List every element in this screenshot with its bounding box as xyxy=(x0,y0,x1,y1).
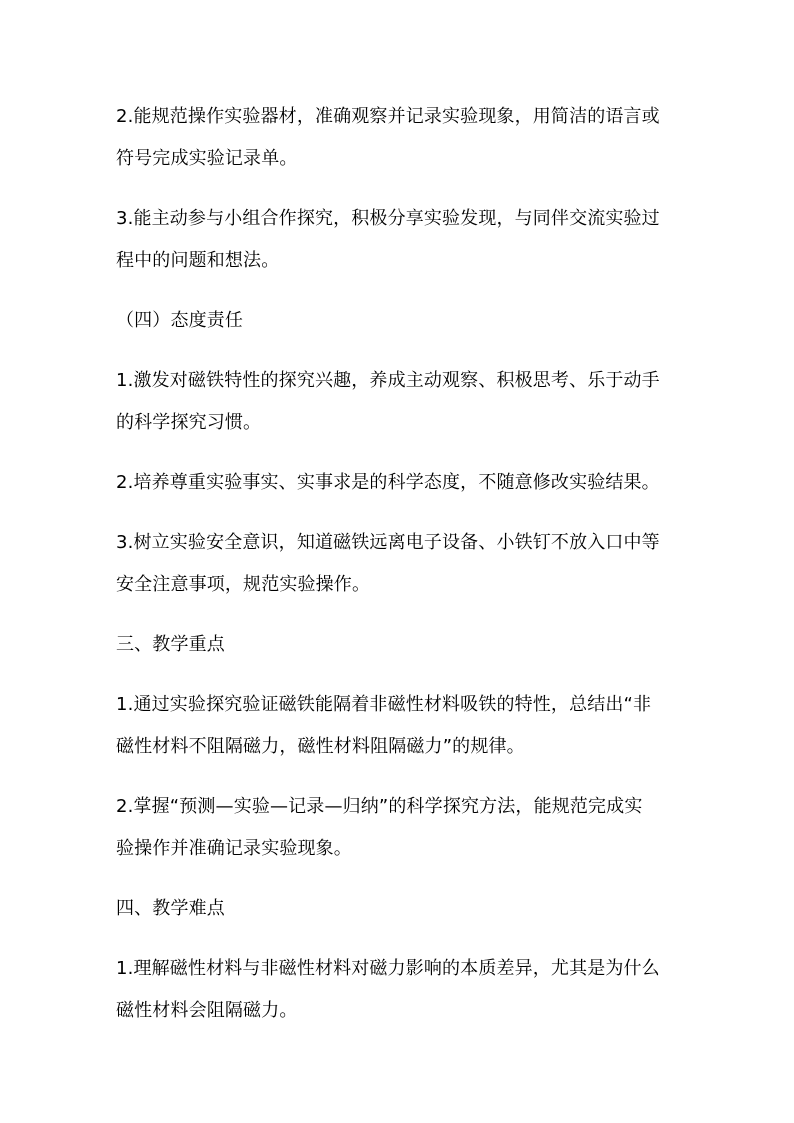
text-line: 2.能规范操作实验器材，准确观察并记录实验现象，用简洁的语言或 xyxy=(116,106,660,127)
text-line: 1.通过实验探究验证磁铁能隔着非磁性材料吸铁的特性，总结出“非 xyxy=(116,694,652,715)
text-line: 1.理解磁性材料与非磁性材料对磁力影响的本质差异，尤其是为什么 xyxy=(116,958,660,979)
text-line: 四、教学难点 xyxy=(116,898,225,919)
section-heading-attitude xyxy=(116,300,686,342)
text-line: 1.激发对磁铁特性的探究兴趣，养成主动观察、积极思考、乐于动手 xyxy=(116,370,660,391)
paragraph-key-point-2 xyxy=(116,786,686,870)
paragraph-difficulty-1 xyxy=(116,948,686,1032)
paragraph-skill-2 xyxy=(116,96,686,180)
text-line: 符号完成实验记录单。 xyxy=(116,148,298,169)
text-line: 2.培养尊重实验事实、实事求是的科学态度，不随意修改实验结果。 xyxy=(116,472,660,493)
paragraph-attitude-3 xyxy=(116,522,686,606)
section-heading-difficulties xyxy=(116,888,686,930)
text-line: 2.掌握“预测—实验—记录—归纳”的科学探究方法，能规范完成实 xyxy=(116,796,643,817)
text-line: 磁性材料不阻隔磁力，磁性材料阻隔磁力”的规律。 xyxy=(116,736,525,757)
paragraph-skill-3 xyxy=(116,198,686,282)
text-line: （四）态度责任 xyxy=(116,310,244,331)
text-line: 程中的问题和想法。 xyxy=(116,250,280,271)
text-line: 的科学探究习惯。 xyxy=(116,412,262,433)
text-line: 3.能主动参与小组合作探究，积极分享实验发现，与同伴交流实验过 xyxy=(116,208,660,229)
text-line: 安全注意事项，规范实验操作。 xyxy=(116,574,371,595)
paragraph-attitude-1 xyxy=(116,360,686,444)
text-line: 3.树立实验安全意识，知道磁铁远离电子设备、小铁钉不放入口中等 xyxy=(116,532,660,553)
text-line: 磁性材料会阻隔磁力。 xyxy=(116,1000,298,1021)
text-line: 验操作并准确记录实验现象。 xyxy=(116,838,352,859)
text-line: 三、教学重点 xyxy=(116,634,225,655)
section-heading-key-points xyxy=(116,624,686,666)
paragraph-attitude-2 xyxy=(116,462,686,504)
paragraph-key-point-1 xyxy=(116,684,686,768)
